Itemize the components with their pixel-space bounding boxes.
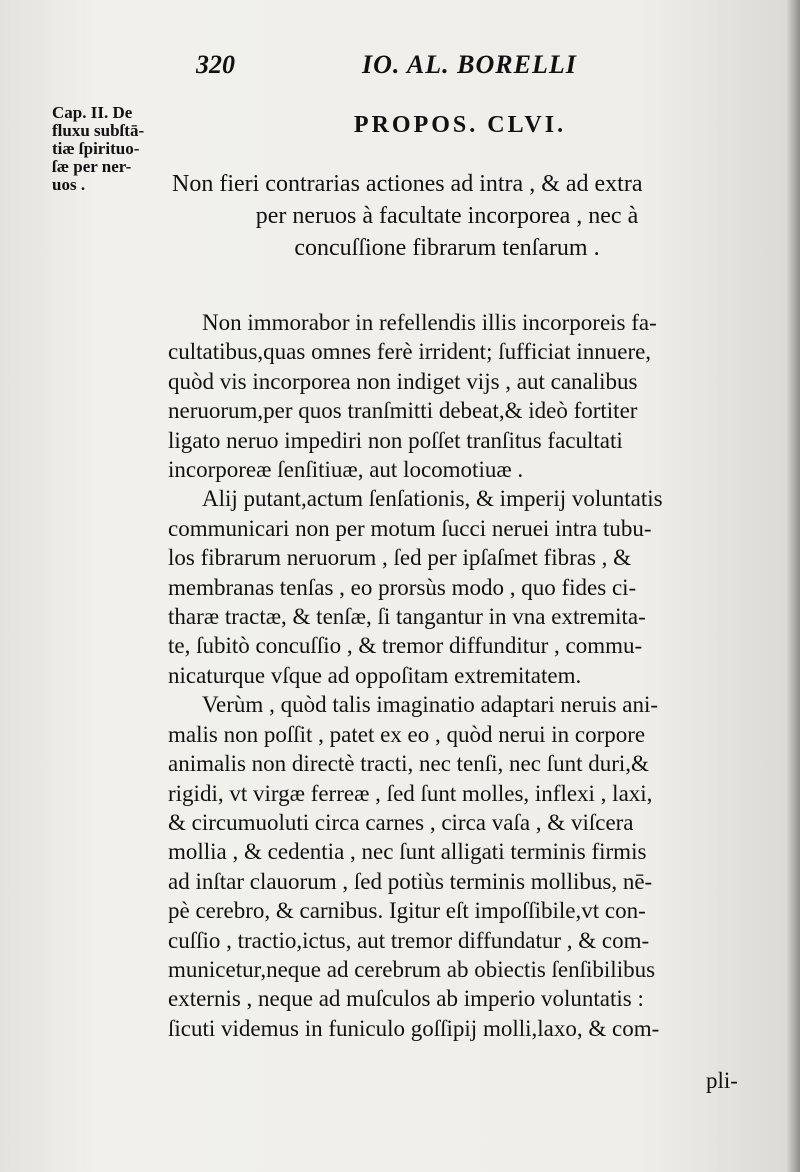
statement-line: Non fieri contrarias actiones ad intra , & ad extra [172,171,643,197]
marginal-note-line: fluxu subſtā- [52,121,145,140]
body-line: ad inſtar clauorum , ſed potiùs terminis mollibus, nē- [168,868,653,894]
body-line: pè cerebro, & carnibus. Igitur eſt impoſſibile,vt con- [168,898,646,924]
body-line: cultatibus,quas omnes ferè irrident; ſufficiat innuere, [168,339,652,365]
body-line: & circumuoluti circa carnes , circa vaſa , & viſcera [168,809,634,835]
body-line: quòd vis incorporea non indiget vijs , aut canalibus [168,368,638,394]
body-line: ſicuti videmus in funiculo goſſipij molli,laxo, & com- [168,1015,660,1041]
running-title: IO. AL. BORELLI [362,50,577,79]
proposition-statement [172,168,762,264]
body-line: Verùm , quòd talis imaginatio adaptari neruis ani- [202,692,659,718]
page-number: 320 [196,50,235,79]
running-head [176,44,616,84]
binding-shadow [786,0,800,1172]
body-line: externis , neque ad muſculos ab imperio voluntatis : [168,986,644,1012]
body-line: municetur,neque ad cerebrum ab obiectis ſenſibilibus [168,956,656,982]
body-line: tharæ tractæ, & tenſæ, ſi tangantur in vna extremita- [168,604,646,630]
marginal-note-line: tiæ ſpirituo- [52,139,140,158]
marginal-note-line: ſæ per ner- [52,157,132,176]
body-line: membranas tenſas , eo prorsùs modo , quo fides ci- [168,574,637,600]
body-line: nicaturque vſque ad oppoſitam extremitatem. [168,662,582,688]
body-line: incorporeæ ſenſitiuæ, aut locomotiuæ . [168,457,524,483]
marginal-note-line: Cap. II. De [52,103,133,122]
body-line: Alij putant,actum ſenſationis, & imperij voluntatis [202,486,663,512]
proposition-heading: PROPOS. CLVI. [353,112,567,138]
statement-line: concuſſione fibrarum tenſarum . [294,235,600,261]
body-line: te, ſubitò concuſſio , & tremor diffunditur , commu- [168,633,643,659]
body-line: cuſſio , tractio,ictus, aut tremor diffundatur , & com- [168,927,650,953]
body-line: neruorum,per quos tranſmitti debeat,& ideò fortiter [168,398,638,424]
catchword: pli- [706,1068,738,1093]
marginal-note [52,104,167,194]
body-line: Non immorabor in refellendis illis incorporeis fa- [202,310,657,335]
body-text [168,308,768,1043]
statement-line: per neruos à facultate incorporea , nec à [255,203,639,229]
body-line: malis non poſſit , patet ex eo , quòd nerui in corpore [168,721,646,747]
body-line: ligato neruo impediri non poſſet tranſitus facultati [168,427,623,453]
body-line: mollia , & cedentia , nec ſunt alligati terminis firmis [168,839,647,865]
body-line: los fibrarum neruorum , ſed per ipſaſmet fibras , & [168,545,632,571]
marginal-note-line: uos . [52,175,86,194]
body-line: communicari non per motum ſucci neruei intra tubu- [168,515,652,541]
body-line: animalis non directè tracti, nec tenſi, nec ſunt duri,& [168,751,649,777]
body-line: rigidi, vt virgæ ferreæ , ſed ſunt molles, inflexi , laxi, [168,780,653,806]
